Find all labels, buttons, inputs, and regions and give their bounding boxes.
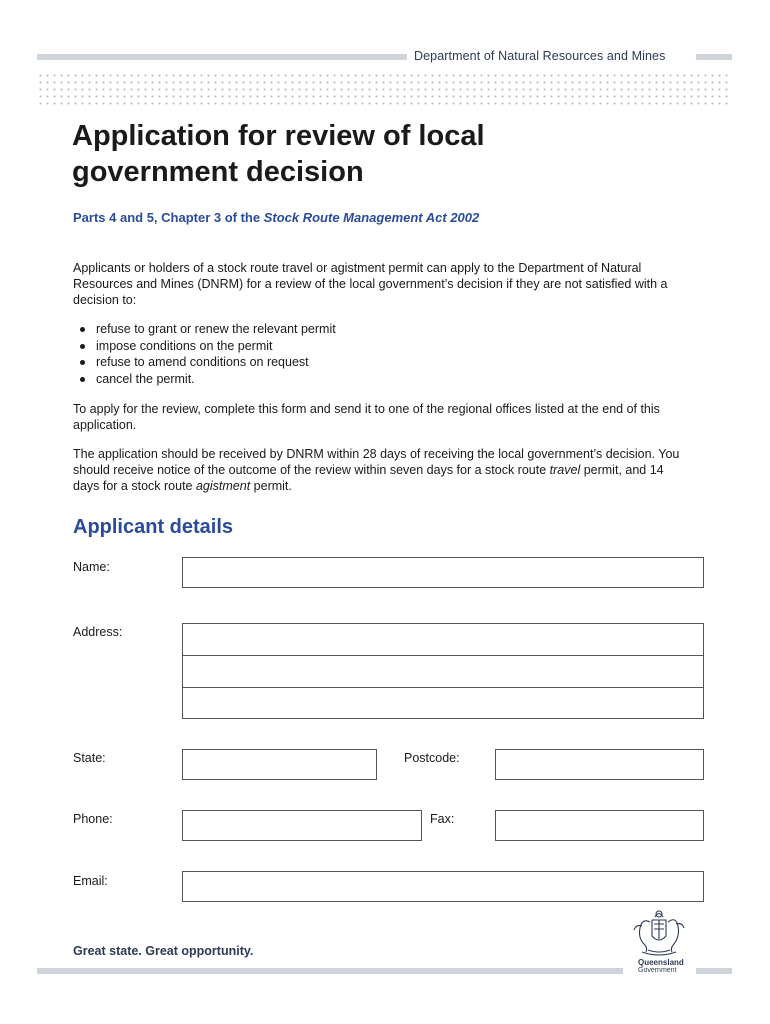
page-title [72,118,672,190]
name-label: Name: [73,560,110,574]
bullet-icon [80,377,85,382]
intro-paragraph: Applicants or holders of a stock route travel or agistment permit can apply to the Department of Natural Resources and Mines (DNRM) for a review of the local government’s decision if they are not satisfied with a decision to: [73,261,668,307]
department-name: Department of Natural Resources and Mines [414,49,666,63]
address-line-1-field[interactable] [182,623,704,656]
list-item: cancel the permit. [78,371,336,388]
header-rule-left [37,54,407,60]
address-line-2-field[interactable] [182,655,704,688]
phone-label: Phone: [73,812,113,826]
email-label: Email: [73,874,108,888]
queensland-crest-icon [628,906,690,958]
logo-name: Queensland [638,958,684,967]
dot-pattern-band [37,72,732,106]
postcode-field[interactable] [495,749,704,780]
bullet-icon [80,344,85,349]
fax-field[interactable] [495,810,704,841]
timing-paragraph: The application should be received by DNRM within 28 days of receiving the local government’s decision. You should receive notice of the outcome of the review within seven days for a stock route travel permit, and 14 days for a stock route agistment permit. [73,447,680,493]
legislation-subtitle [73,210,479,225]
footer-rule-right [696,968,732,974]
logo-subtitle: Government [638,967,677,974]
bullet-icon [80,360,85,365]
title-line-2: government decision [72,156,364,188]
list-item: impose conditions on the permit [78,338,336,355]
postcode-label: Postcode: [404,751,460,765]
apply-paragraph: To apply for the review, complete this form and send it to one of the regional offices listed at the end of this application. [73,402,660,432]
bullet-icon [80,327,85,332]
state-label: State: [73,751,106,765]
header-rule-right [696,54,732,60]
subtitle-prefix: Parts 4 and 5, Chapter 3 of the [73,210,264,225]
state-field[interactable] [182,749,377,780]
applicant-details-heading: Applicant details [73,516,234,538]
footer-rule-left [37,968,623,974]
title-line-1: Application for review of local [72,120,485,152]
address-label: Address: [73,625,123,639]
list-item: refuse to amend conditions on request [78,354,336,371]
phone-field[interactable] [182,810,422,841]
act-name: Stock Route Management Act 2002 [263,210,480,225]
decision-list [78,321,336,387]
list-item: refuse to grant or renew the relevant permit [78,321,336,338]
fax-label: Fax: [430,812,455,826]
footer-tagline: Great state. Great opportunity. [73,944,254,958]
name-field[interactable] [182,557,704,588]
address-line-3-field[interactable] [182,687,704,719]
email-field[interactable] [182,871,704,902]
